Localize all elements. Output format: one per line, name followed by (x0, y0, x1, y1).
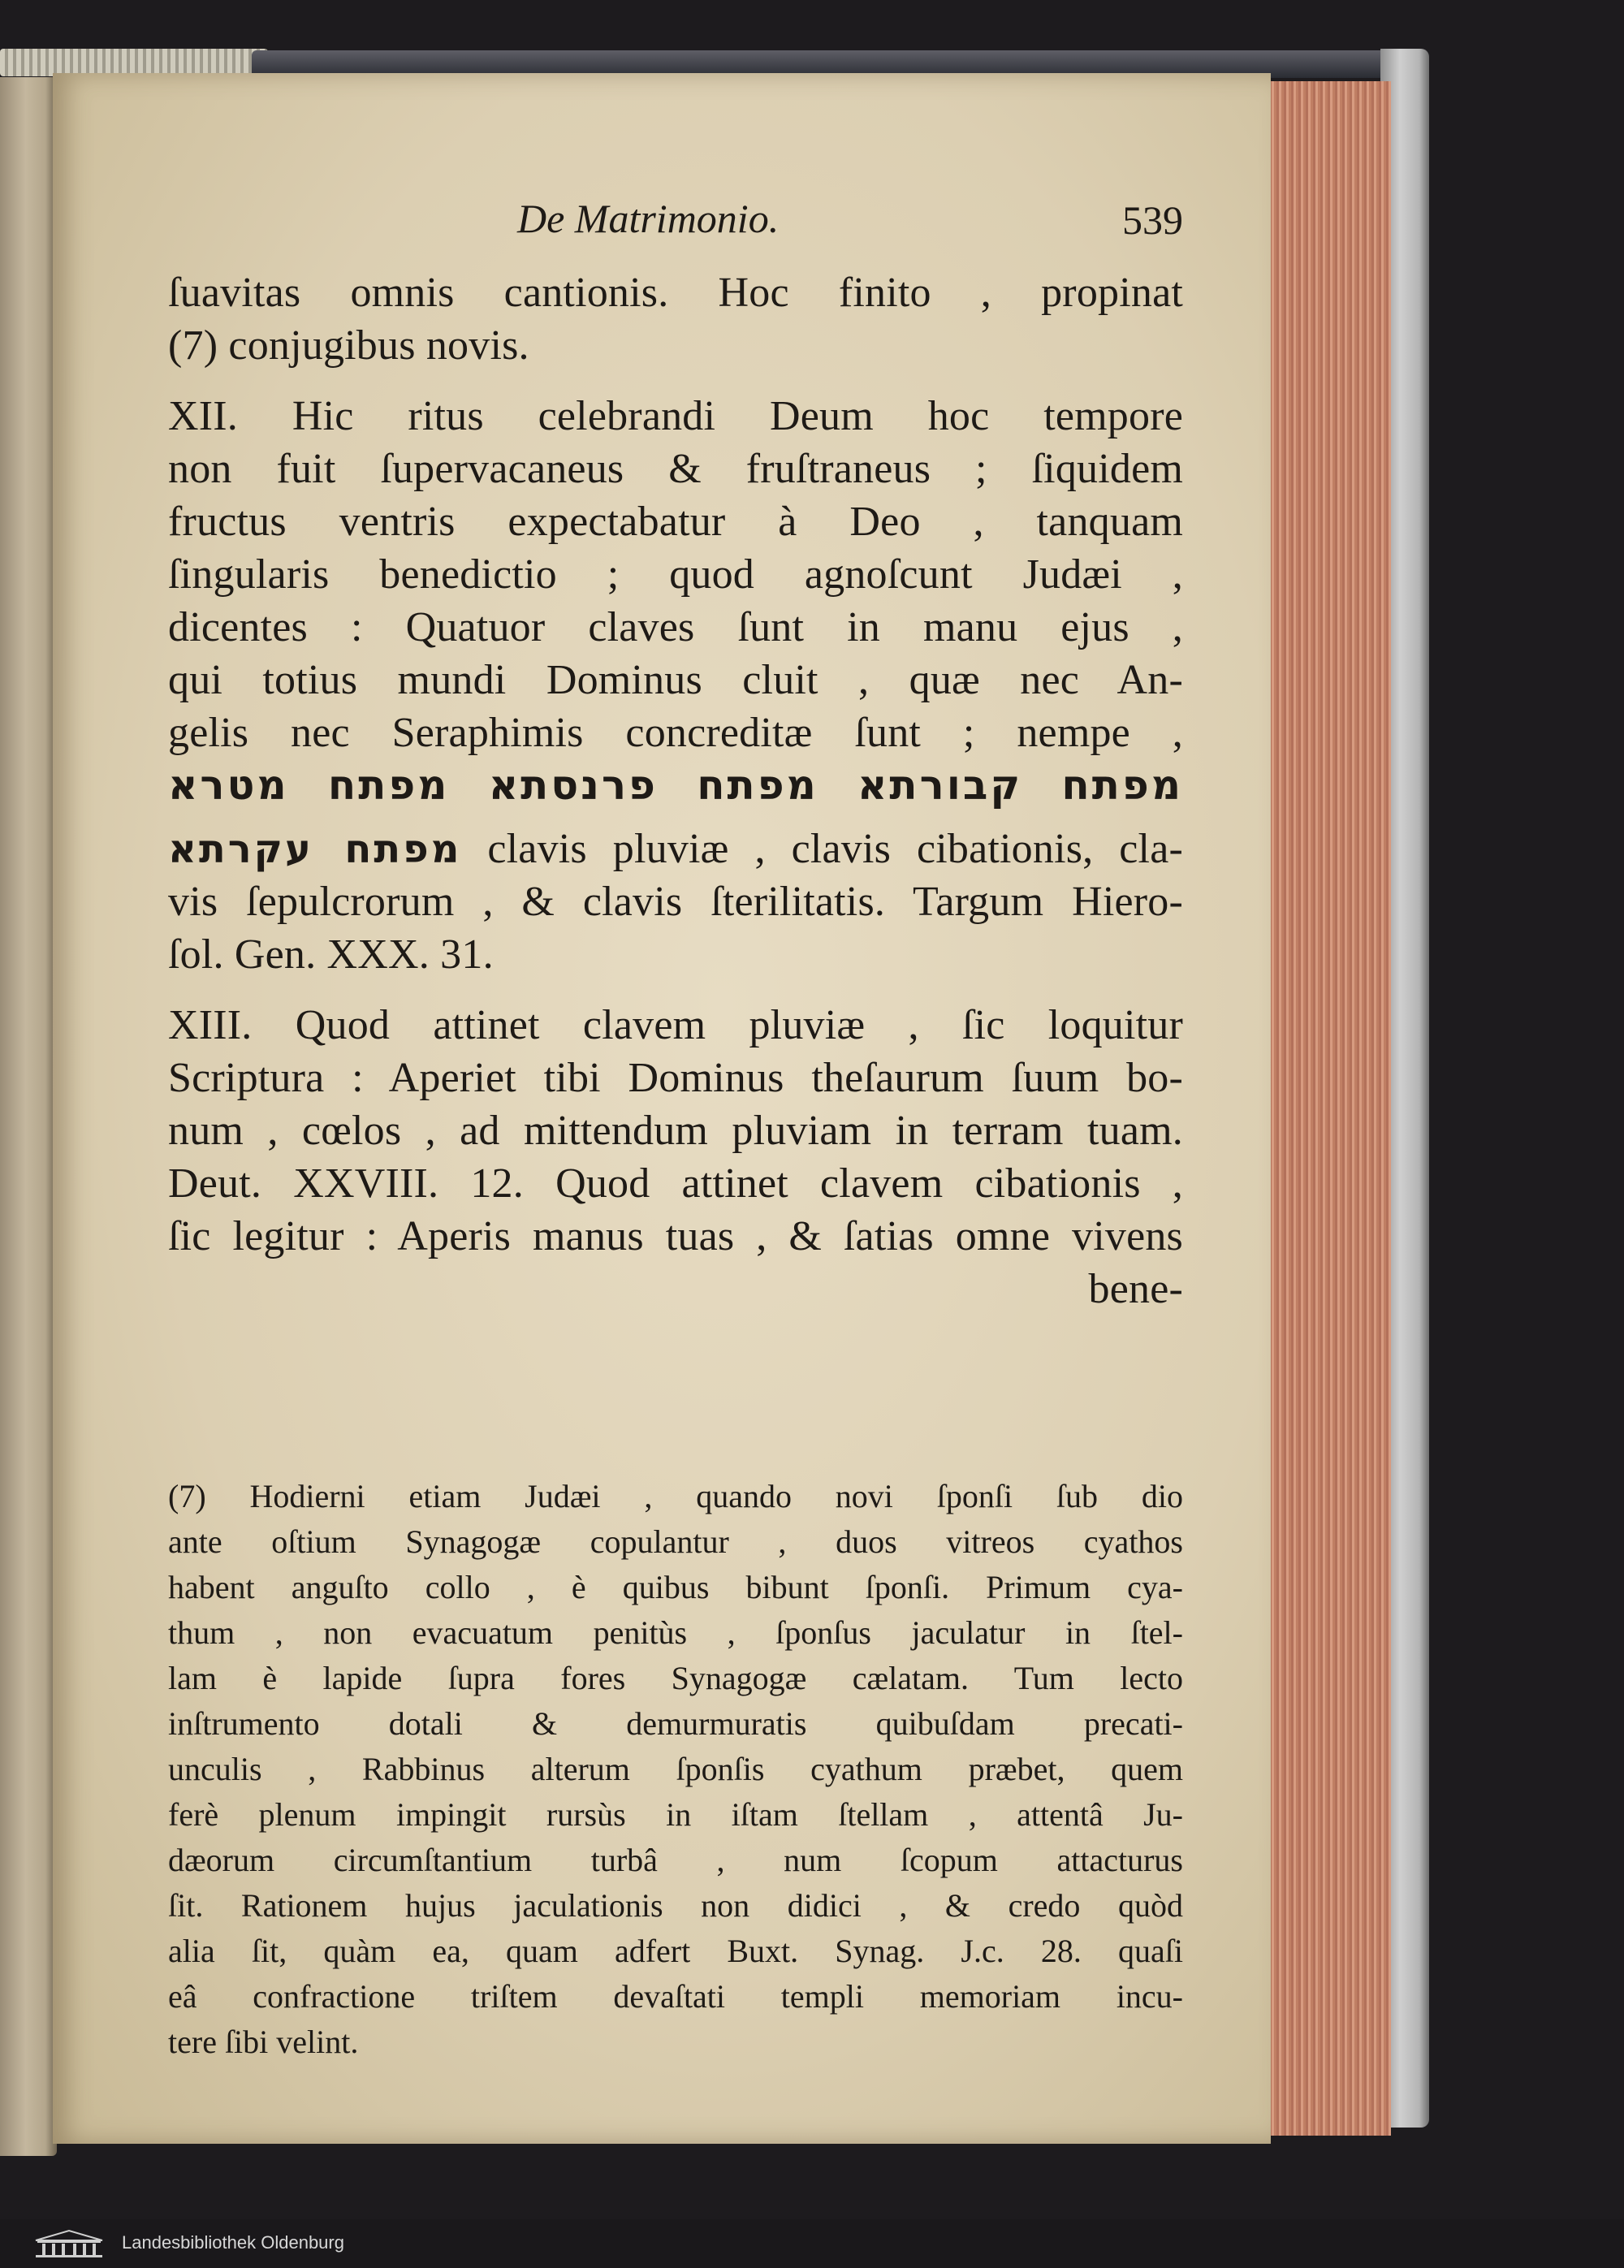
hebrew-line: מפתח קבורתא מפתח פרנסתא מפתח מטרא (168, 762, 1183, 809)
left-page-edge (0, 77, 57, 2156)
body-line: XII. Hic ritus celebrandi Deum hoc tempore (168, 393, 1183, 439)
binding-strip (0, 49, 268, 76)
footnote-line: ſit. Rationem hujus jaculationis non didici , & credo quòd (168, 1887, 1183, 1924)
body-line: XIII. Quod attinet clavem pluviæ , ſic loquitur (168, 1002, 1183, 1048)
footnote-line: habent anguſto collo , è quibus bibunt ſponſi. Primum cya- (168, 1569, 1183, 1605)
running-head (168, 195, 1183, 247)
running-head-title: De Matrimonio. (517, 196, 780, 241)
body-line: non fuit ſupervacaneus & fruſtraneus ; ſiquidem (168, 446, 1183, 492)
body-line: gelis nec Seraphimis concreditæ ſunt ; nempe , (168, 710, 1183, 756)
body-line: ſol. Gen. XXX. 31. (168, 931, 494, 978)
footnote-line: thum , non evacuatum penitùs , ſponſus jaculatur in ſtel- (168, 1614, 1183, 1651)
body-line: vis ſepulcrorum , & clavis ſterilitatis. Targum Hiero- (168, 879, 1183, 925)
body-text (168, 266, 1183, 1315)
catchword: bene- (1088, 1266, 1183, 1312)
footnote-line: ante oſtium Synagogæ copulantur , duos vitreos cyathos (168, 1523, 1183, 1560)
footnote-line: ferè plenum impingit rursùs in iſtam ſtellam , attentâ Ju- (168, 1796, 1183, 1833)
body-line-after-hebrew: clavis pluviæ , clavis cibationis, cla- (487, 826, 1184, 872)
page-number: 539 (1122, 197, 1183, 243)
footnote (168, 1474, 1183, 2065)
library-footer (0, 2219, 1624, 2268)
body-line-with-hebrew (168, 823, 1183, 875)
body-line: dicentes : Quatuor claves ſunt in manu ejus , (168, 604, 1183, 650)
body-line: fructus ventris expectabatur à Deo , tanquam (168, 499, 1183, 545)
body-line: ſingularis benedictio ; quod agnoſcunt Judæi , (168, 551, 1183, 598)
body-line: Deut. XXVIII. 12. Quod attinet clavem cibationis , (168, 1160, 1183, 1207)
body-line: (7) conjugibus novis. (168, 322, 529, 369)
body-line: num , cœlos , ad mittendum pluviam in terram tuam. (168, 1108, 1183, 1154)
body-line: qui totius mundi Dominus cluit , quæ nec An- (168, 657, 1183, 703)
footnote-line: (7) Hodierni etiam Judæi , quando novi ſponſi ſub dio (168, 1478, 1183, 1514)
body-line: Scriptura : Aperiet tibi Dominus theſaurum ſuum bo- (168, 1055, 1183, 1101)
body-line: ſic legitur : Aperis manus tuas , & ſatias omne vivens (168, 1213, 1183, 1259)
footnote-line: lam è lapide ſupra fores Synagogæ cælatam. Tum lecto (168, 1660, 1183, 1696)
hebrew-inline: מפתח עקרתא (168, 827, 462, 872)
footnote-line: unculis , Rabbinus alterum ſponſis cyathum præbet, quem (168, 1751, 1183, 1787)
footnote-line: inſtrumento dotali & demurmuratis quibuſdam precati- (168, 1705, 1183, 1742)
footnote-line: alia ſit, quàm ea, quam adfert Buxt. Synag. J.c. 28. quaſi (168, 1933, 1183, 1969)
library-name: Landesbibliothek Oldenburg (122, 2232, 344, 2253)
library-building-icon (32, 2229, 106, 2258)
footnote-line: tere ſibi velint. (168, 2024, 359, 2060)
book-page (53, 73, 1271, 2144)
body-line: ſuavitas omnis cantionis. Hoc finito , propinat (168, 270, 1183, 316)
footnote-line: eâ confractione triſtem devaſtati templi memoriam incu- (168, 1978, 1183, 2015)
footnote-line: dæorum circumſtantium turbâ , num ſcopum attacturus (168, 1842, 1183, 1878)
page-fore-edge (1267, 81, 1391, 2136)
